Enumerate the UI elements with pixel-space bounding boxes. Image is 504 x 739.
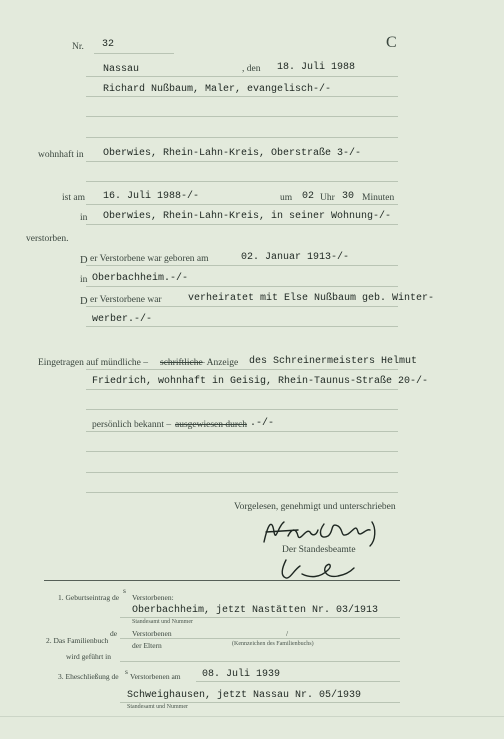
in-label: in bbox=[80, 213, 88, 223]
nr-label: Nr. bbox=[72, 42, 84, 52]
verstorben-label: verstorben. bbox=[26, 234, 69, 244]
ehe-label: 3. Eheschließung de bbox=[58, 672, 119, 681]
geboren-label: er Verstorbene war geboren am bbox=[90, 254, 209, 264]
bekannt-suffix: .-/- bbox=[250, 418, 275, 429]
bekannt-label: persönlich bekannt – bbox=[92, 420, 172, 430]
ehe-s: s bbox=[125, 667, 128, 676]
marital-status-cont: werber.-/- bbox=[92, 314, 153, 325]
geburt-label: 1. Geburtseintrag de bbox=[58, 593, 120, 602]
form-letter: C bbox=[386, 34, 397, 51]
marriage-entry: Schweighausen, jetzt Nassau Nr. 05/1939 bbox=[127, 690, 362, 701]
standesamt-nummer-caption: Standesamt und Nummer bbox=[132, 619, 193, 625]
marital-status: verheiratet mit Else Nußbaum geb. Winter- bbox=[188, 293, 435, 304]
informant-signature bbox=[258, 514, 390, 548]
wohnhaft-value: Oberwies, Rhein-Lahn-Kreis, Oberstraße 3-/- bbox=[103, 148, 362, 159]
birth-date: 02. Januar 1913-/- bbox=[241, 252, 350, 263]
informant-line2: Friedrich, wohnhaft in Geisig, Rhein-Taunus-Straße 20-/- bbox=[92, 376, 429, 387]
wohnhaft-label: wohnhaft in bbox=[38, 150, 84, 160]
geboren-prefix: D bbox=[80, 255, 88, 266]
familienbuch-label: 2. Das Familienbuch bbox=[46, 636, 109, 645]
um-label: um bbox=[280, 193, 293, 203]
ausgewiesen-struck: ausgewiesen durch bbox=[175, 420, 248, 430]
death-hour: 02 bbox=[302, 191, 315, 202]
uhr-label: Uhr bbox=[320, 193, 335, 203]
standesamt-nummer-caption-2: Standesamt und Nummer bbox=[127, 704, 188, 710]
kennzeichen-caption: (Kennzeichen des Familienbuchs) bbox=[232, 641, 314, 647]
place: Nassau bbox=[103, 64, 140, 75]
death-date: 16. Juli 1988-/- bbox=[103, 191, 200, 202]
entry-number: 32 bbox=[102, 39, 115, 50]
eingetragen-label: Eingetragen auf mündliche – bbox=[38, 358, 149, 368]
verstorbenen-am-label: Verstorbenen am bbox=[130, 672, 181, 681]
schriftliche-struck: schriftliche bbox=[160, 358, 203, 368]
den-label: , den bbox=[242, 64, 261, 74]
vorgelesen-text: Vorgelesen, genehmigt und unterschrieben bbox=[234, 502, 396, 512]
official-signature bbox=[272, 556, 362, 582]
geburt-s: s bbox=[123, 586, 126, 595]
register-date: 18. Juli 1988 bbox=[277, 62, 356, 73]
eltern-option: der Eltern bbox=[132, 641, 162, 650]
in-label-2: in bbox=[80, 275, 88, 285]
death-place: Oberwies, Rhein-Lahn-Kreis, in seiner Wohnung-/- bbox=[103, 211, 392, 222]
declarant: Richard Nußbaum, Maler, evangelisch-/- bbox=[103, 84, 332, 95]
de-label: de bbox=[110, 629, 118, 638]
marriage-date: 08. Juli 1939 bbox=[202, 669, 281, 680]
informant-line1: des Schreinermeisters Helmut bbox=[249, 356, 418, 367]
death-minute: 30 bbox=[342, 191, 355, 202]
status-label: er Verstorbene war bbox=[90, 295, 162, 305]
familienbuch-slash: / bbox=[286, 629, 289, 638]
minuten-label: Minuten bbox=[362, 193, 395, 203]
anzeige-label: – Anzeige bbox=[200, 358, 239, 368]
birth-place: Oberbachheim.-/- bbox=[92, 273, 189, 284]
gefuehrt-label: wird geführt in bbox=[66, 652, 111, 661]
status-prefix: D bbox=[80, 296, 88, 307]
birth-entry: Oberbachheim, jetzt Nastätten Nr. 03/1913 bbox=[132, 605, 379, 616]
standesbeamte-label: Der Standesbeamte bbox=[282, 545, 356, 555]
verstorbenen-option: Verstorbenen bbox=[132, 629, 172, 638]
verstorbenen-label: Verstorbenen: bbox=[132, 593, 174, 602]
ist-am-label: ist am bbox=[62, 193, 85, 203]
